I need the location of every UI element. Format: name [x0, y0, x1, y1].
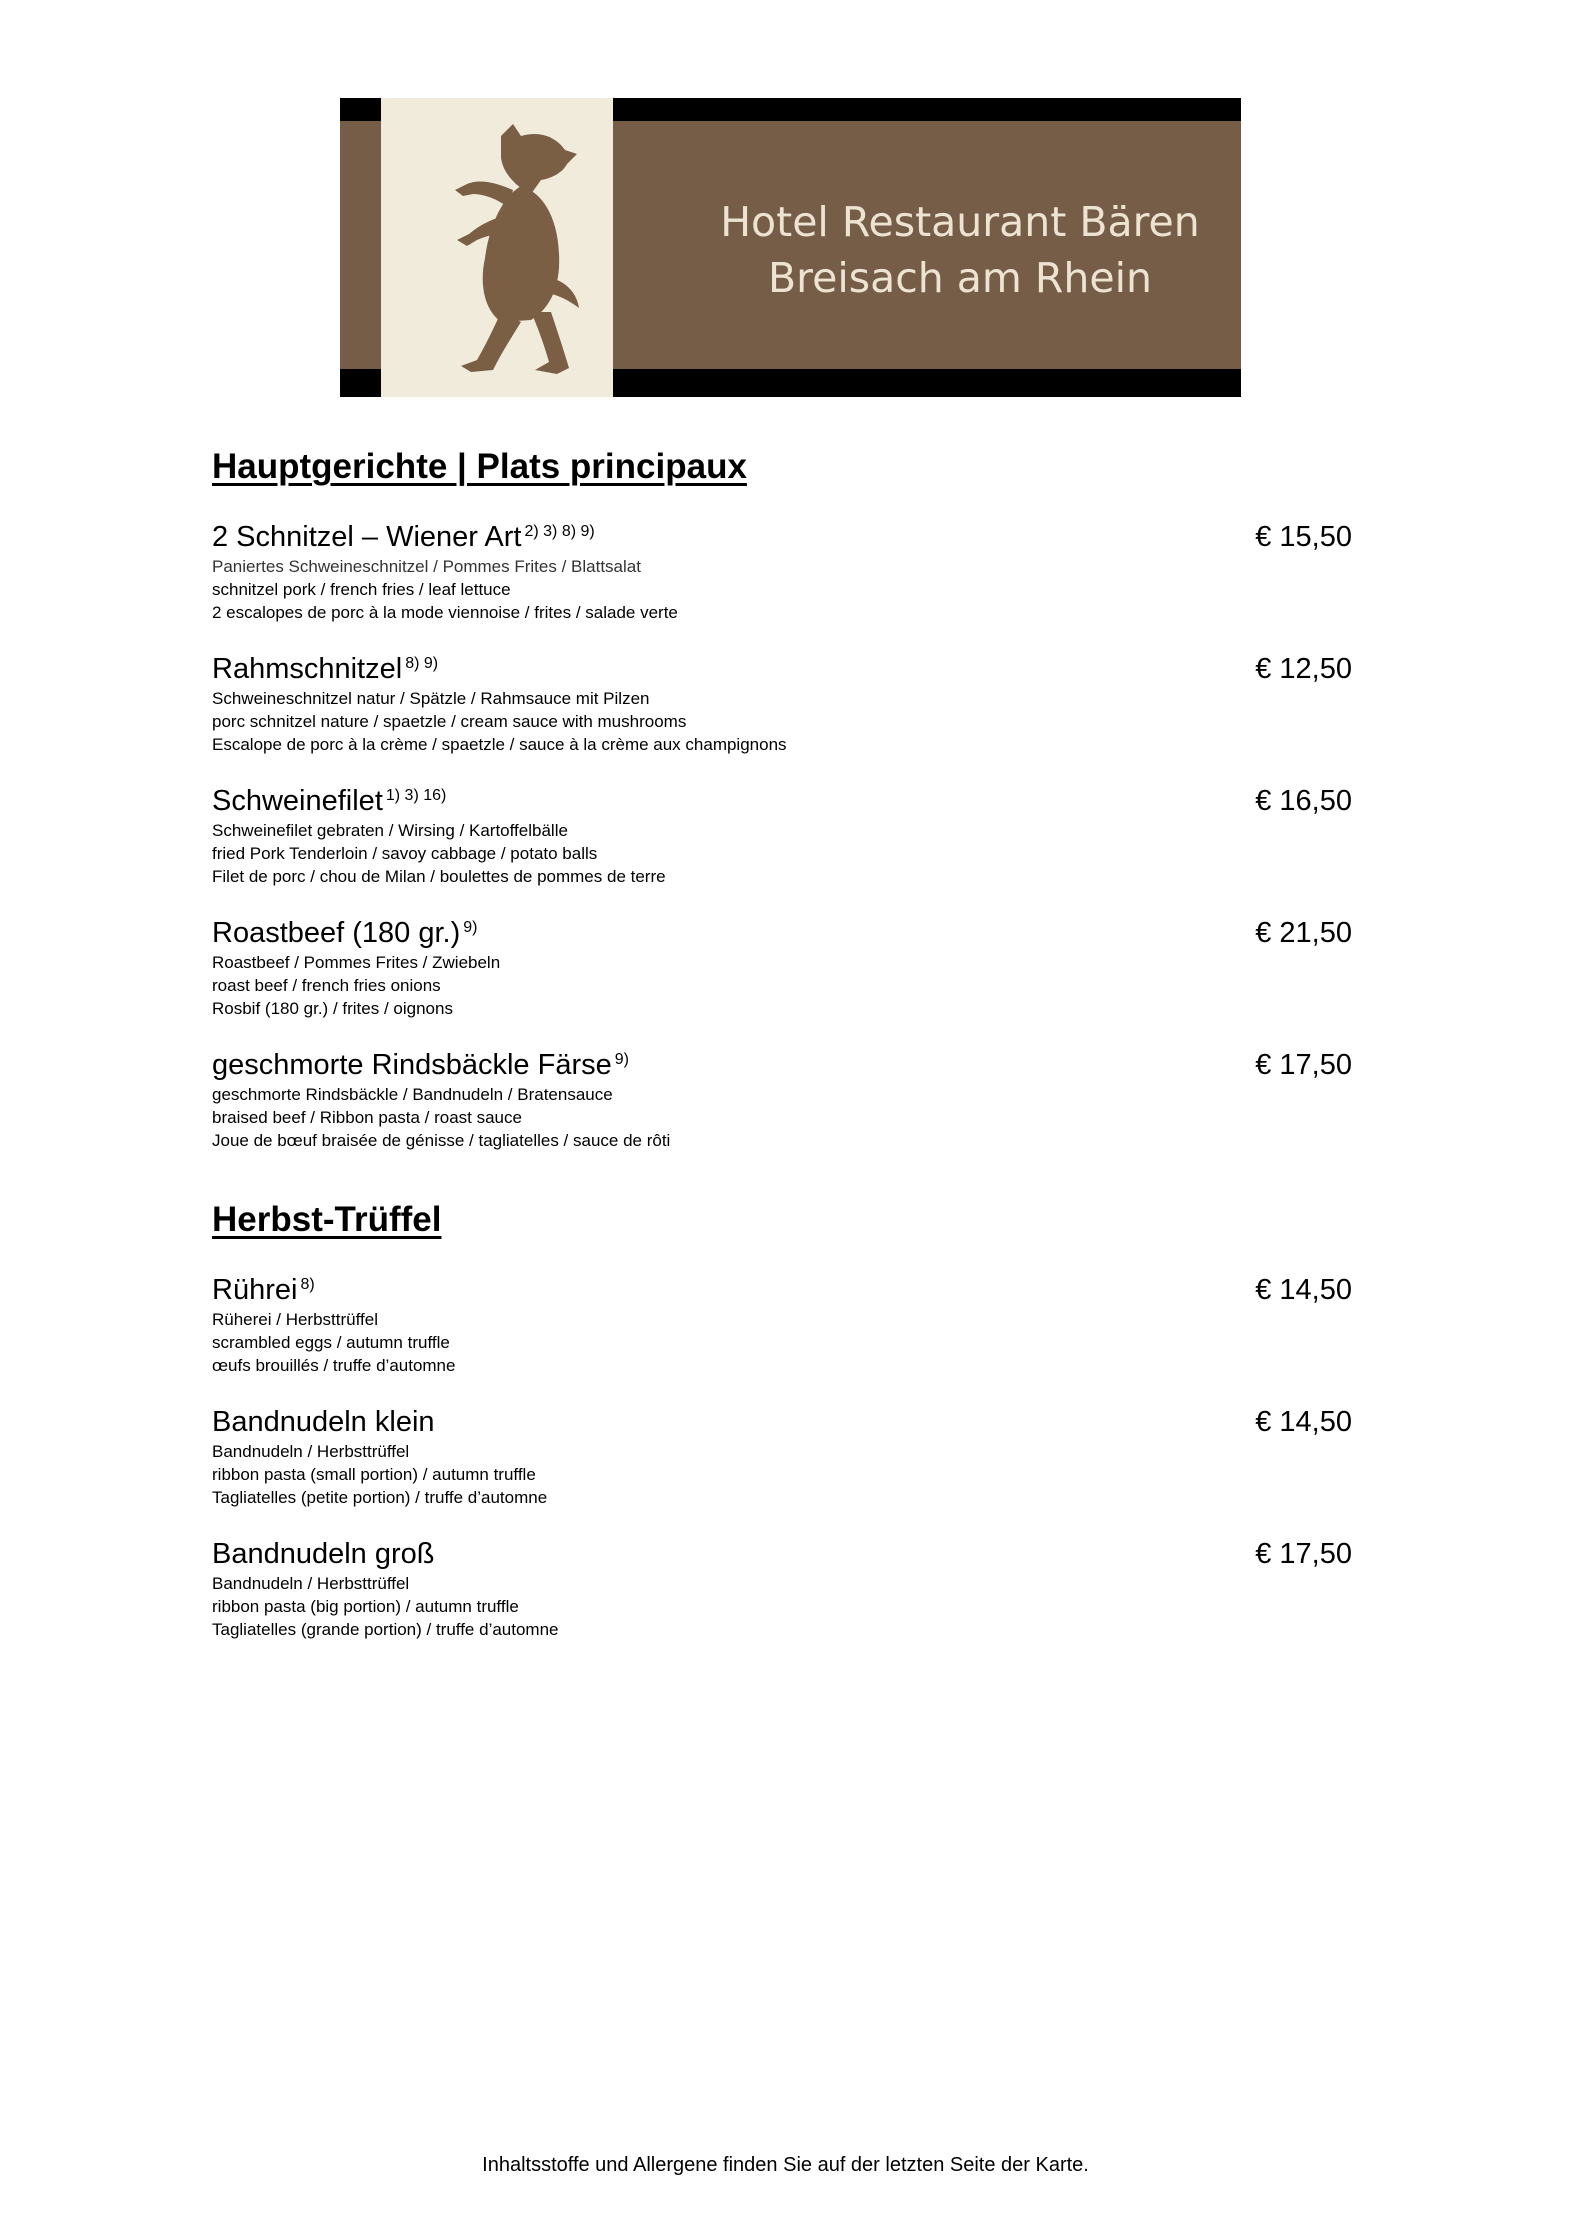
- dish-name-text: Bandnudeln groß: [212, 1538, 435, 1570]
- allergen-codes: 9): [614, 1051, 629, 1068]
- allergen-codes: 8): [300, 1276, 315, 1293]
- dish-desc-fr: 2 escalopes de porc à la mode viennoise / frites / salade verte: [212, 603, 678, 622]
- dish-name: [212, 521, 595, 553]
- dish-desc-fr: Escalope de porc à la crème / spaetzle / sauce à la crème aux champignons: [212, 735, 787, 754]
- dish-desc-en: roast beef / french fries onions: [212, 976, 441, 995]
- dish-desc-fr: Tagliatelles (grande portion) / truffe d’automne: [212, 1620, 559, 1639]
- bear-icon: [381, 98, 613, 397]
- dish-item: [212, 1536, 1352, 1641]
- dish-name-text: Bandnudeln klein: [212, 1406, 435, 1438]
- dish-price: € 17,50: [1255, 1049, 1352, 1081]
- allergen-codes: 8) 9): [405, 655, 439, 672]
- logo-subtitle: Breisach am Rhein: [768, 254, 1152, 302]
- dish-name: [212, 653, 438, 685]
- section-title-main-dishes: Hauptgerichte | Plats principaux: [212, 447, 747, 486]
- dish-desc-de: Bandnudeln / Herbsttrüffel: [212, 1574, 410, 1593]
- dish-desc-en: ribbon pasta (big portion) / autumn truffle: [212, 1597, 519, 1616]
- dish-desc-en: ribbon pasta (small portion) / autumn truffle: [212, 1465, 536, 1484]
- dish-price: € 12,50: [1255, 653, 1352, 685]
- restaurant-logo: [340, 98, 1241, 397]
- dish-desc-de: Paniertes Schweineschnitzel / Pommes Frites / Blattsalat: [212, 557, 641, 576]
- dish-name-text: Roastbeef (180 gr.): [212, 917, 461, 949]
- dish-price: € 17,50: [1255, 1538, 1352, 1570]
- dish-price: € 16,50: [1255, 785, 1352, 817]
- dish-desc-fr: œufs brouillés / truffe d’automne: [212, 1356, 456, 1375]
- dish-desc-de: Rüherei / Herbsttrüffel: [212, 1310, 378, 1329]
- dish-item: [212, 1272, 1352, 1377]
- dish-desc-de: Schweineschnitzel natur / Spätzle / Rahmsauce mit Pilzen: [212, 689, 650, 708]
- dish-item: [212, 651, 1352, 756]
- dish-name-text: 2 Schnitzel – Wiener Art: [212, 521, 522, 553]
- dish-desc-fr: Rosbif (180 gr.) / frites / oignons: [212, 999, 453, 1018]
- dish-desc-en: braised beef / Ribbon pasta / roast sauce: [212, 1108, 522, 1127]
- dish-name: [212, 1538, 438, 1570]
- dish-price: € 21,50: [1255, 917, 1352, 949]
- dish-header: [212, 1536, 1352, 1572]
- dish-item: [212, 783, 1352, 888]
- allergen-footer-note: Inhaltsstoffe und Allergene finden Sie auf der letzten Seite der Karte.: [482, 2154, 1089, 2176]
- dish-header: [212, 1272, 1352, 1308]
- dish-price: € 14,50: [1255, 1406, 1352, 1438]
- section-title-autumn-truffle: Herbst-Trüffel: [212, 1200, 442, 1239]
- dish-name-text: Rührei: [212, 1274, 298, 1306]
- allergen-codes: 2) 3) 8) 9): [524, 523, 595, 540]
- dish-header: [212, 1047, 1352, 1083]
- dish-desc-fr: Tagliatelles (petite portion) / truffe d’automne: [212, 1488, 548, 1507]
- logo-title: Hotel Restaurant Bären: [720, 198, 1200, 246]
- dish-desc-en: fried Pork Tenderloin / savoy cabbage / potato balls: [212, 844, 598, 863]
- dish-desc-de: Roastbeef / Pommes Frites / Zwiebeln: [212, 953, 501, 972]
- dish-item: [212, 1404, 1352, 1509]
- dish-desc-de: Bandnudeln / Herbsttrüffel: [212, 1442, 410, 1461]
- dish-header: [212, 651, 1352, 687]
- dish-price: € 15,50: [1255, 521, 1352, 553]
- dish-name-text: Rahmschnitzel: [212, 653, 403, 685]
- dish-item: [212, 1047, 1352, 1152]
- dish-name: [212, 1274, 315, 1306]
- dish-header: [212, 915, 1352, 951]
- dish-header: [212, 519, 1352, 555]
- dish-name-text: geschmorte Rindsbäckle Färse: [212, 1049, 612, 1081]
- dish-header: [212, 1404, 1352, 1440]
- dish-desc-en: scrambled eggs / autumn truffle: [212, 1333, 450, 1352]
- dish-desc-fr: Filet de porc / chou de Milan / boulettes de pommes de terre: [212, 867, 666, 886]
- dish-header: [212, 783, 1352, 819]
- dish-item: [212, 915, 1352, 1020]
- dish-desc-fr: Joue de bœuf braisée de génisse / tagliatelles / sauce de rôti: [212, 1131, 671, 1150]
- dish-item: [212, 519, 1352, 624]
- dish-desc-en: schnitzel pork / french fries / leaf lettuce: [212, 580, 511, 599]
- allergen-codes: 9): [463, 919, 478, 936]
- dish-price: € 14,50: [1255, 1274, 1352, 1306]
- dish-name: [212, 1406, 438, 1438]
- dish-desc-de: Schweinefilet gebraten / Wirsing / Kartoffelbälle: [212, 821, 568, 840]
- dish-name: [212, 785, 446, 817]
- logo-panel: [381, 98, 613, 397]
- dish-desc-de: geschmorte Rindsbäckle / Bandnudeln / Bratensauce: [212, 1085, 613, 1104]
- allergen-codes: 1) 3) 16): [385, 787, 447, 804]
- dish-name-text: Schweinefilet: [212, 785, 383, 817]
- dish-desc-en: porc schnitzel nature / spaetzle / cream sauce with mushrooms: [212, 712, 687, 731]
- dish-name: [212, 1049, 629, 1081]
- dish-name: [212, 917, 478, 949]
